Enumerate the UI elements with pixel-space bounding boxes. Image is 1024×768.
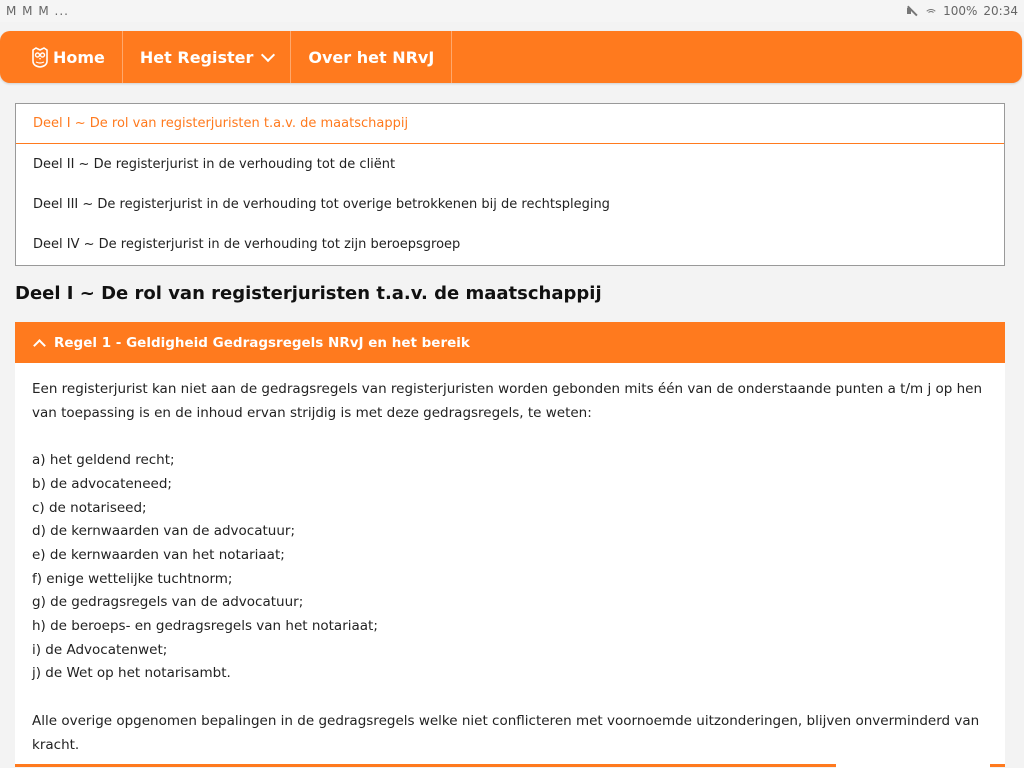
list-item: f) enige wettelijke tuchtnorm;: [32, 570, 233, 587]
status-bar: [0, 0, 1024, 22]
clock: 20:34: [983, 4, 1018, 18]
toc-item-deel-2[interactable]: Deel II ~ De registerjurist in de verhouding tot de cliënt: [33, 156, 396, 172]
main-content: [15, 103, 1005, 767]
nav-het-register[interactable]: [123, 31, 291, 83]
owl-logo-icon: [30, 46, 50, 68]
rule-outro: Alle overige opgenomen bepalingen in de gedragsregels welke niet conflicteren met voornoemde uitzonderingen, blijven onverminderd van kracht.: [32, 712, 980, 753]
list-item: h) de beroeps- en gedragsregels van het notariaat;: [32, 618, 378, 635]
list-item: e) de kernwaarden van het notariaat;: [32, 546, 285, 563]
chevron-up-icon: [33, 339, 46, 352]
accordion-header-label: Regel 1 - Geldigheid Gedragsregels NRvJ en het bereik: [54, 334, 470, 351]
chevron-down-icon: [261, 47, 275, 61]
status-indicators: [906, 4, 1018, 18]
toc-item-deel-3[interactable]: Deel III ~ De registerjurist in de verhouding tot overige betrokkenen bij de rechtspleging: [33, 196, 610, 212]
nav-about-label: Over het NRvJ: [308, 47, 435, 67]
mute-icon: [906, 5, 918, 17]
list-item: d) de kernwaarden van de advocatuur;: [32, 523, 295, 540]
nav-over-nrvj[interactable]: [291, 31, 452, 83]
nav-home-label: Home: [53, 47, 105, 67]
nav-home[interactable]: [0, 31, 123, 83]
list-item: a) het geldend recht;: [32, 452, 175, 469]
main-navbar: [0, 31, 1022, 83]
accordion-body: [15, 363, 1005, 767]
accordion-header-regel-1[interactable]: [15, 322, 1005, 363]
wifi-icon: [924, 6, 937, 16]
list-item: b) de advocateneed;: [32, 475, 172, 492]
rule-intro: Een registerjurist kan niet aan de gedragsregels van registerjuristen worden gebonden mits één van de onderstaande punten a t/m j op hen van toepassing is en de inhoud ervan strijdig is met deze gedragsregels, te weten:: [32, 381, 983, 421]
toc-item-deel-1[interactable]: Deel I ~ De rol van registerjuristen t.a.v. de maatschappij: [16, 104, 1004, 144]
list-item: j) de Wet op het notarisambt.: [32, 665, 231, 682]
notification-icons: M M M ...: [6, 4, 69, 18]
list-item: g) de gedragsregels van de advocatuur;: [32, 594, 304, 611]
section-title: Deel I ~ De rol van registerjuristen t.a.v. de maatschappij: [15, 283, 602, 304]
list-item: i) de Advocatenwet;: [32, 641, 168, 658]
floating-widget-edge[interactable]: [836, 759, 990, 768]
battery-level: 100%: [943, 4, 978, 18]
nav-register-label: Het Register: [139, 47, 254, 67]
list-item: c) de notariseed;: [32, 499, 147, 516]
table-of-contents: [15, 103, 1005, 266]
toc-item-deel-4[interactable]: Deel IV ~ De registerjurist in de verhouding tot zijn beroepsgroep: [33, 236, 461, 252]
